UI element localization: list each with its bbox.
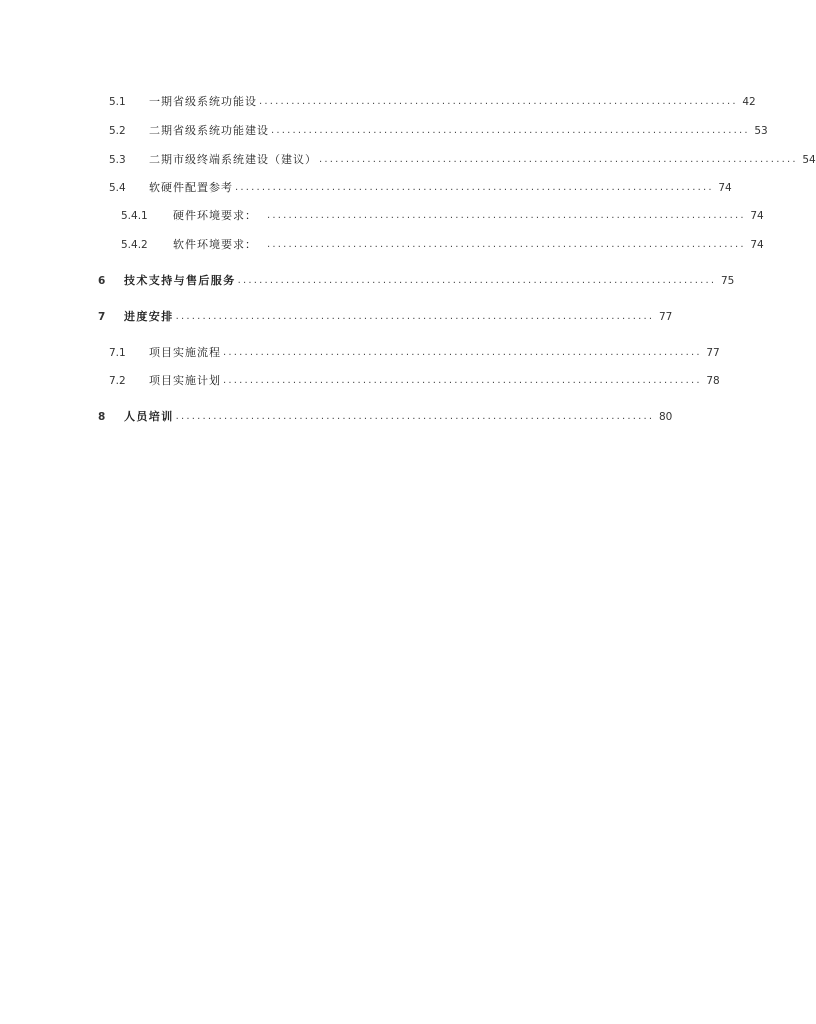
- toc-entry-number: 5.4.2: [121, 239, 148, 251]
- toc-entry-5-1[interactable]: [0, 94, 756, 110]
- toc-entry-number: 7: [98, 311, 106, 323]
- toc-entry-title: 技术支持与售后服务: [124, 274, 236, 287]
- dot-leader: .........................................................................................: [267, 210, 746, 221]
- toc-entry-number: 5.3: [109, 154, 126, 166]
- toc-entry-title: 软件环境要求：: [173, 238, 257, 251]
- toc-entry-title: 进度安排: [124, 310, 174, 323]
- toc-entry-number: 5.4.1: [121, 210, 148, 222]
- toc-entry-page: 75: [720, 275, 735, 287]
- toc-entry-page: 54: [802, 154, 816, 166]
- toc-entry-title: 软硬件配置参考: [149, 181, 233, 194]
- dot-leader: .........................................................................................: [259, 96, 738, 107]
- toc-entry-title: 二期省级系统功能建设: [149, 124, 269, 137]
- toc-entry-title: 一期省级系统功能设: [149, 95, 257, 108]
- toc-entry-number: 5.2: [109, 125, 126, 137]
- toc-entry-7-1[interactable]: [0, 345, 720, 361]
- toc-entry-page: 74: [750, 239, 764, 251]
- toc-entry-5-4-2[interactable]: [0, 237, 764, 253]
- dot-leader: .........................................................................................: [319, 154, 798, 165]
- dot-leader: .........................................................................................: [235, 182, 714, 193]
- toc-entry-5-2[interactable]: [0, 123, 768, 139]
- toc-entry-number: 8: [98, 411, 106, 423]
- toc-entry-page: 78: [706, 375, 720, 387]
- toc-entry-5-4[interactable]: [0, 180, 732, 196]
- toc-entry-page: 80: [658, 411, 673, 423]
- dot-leader: .........................................................................................: [175, 311, 655, 322]
- toc-entry-number: 7.2: [109, 375, 126, 387]
- dot-leader: .........................................................................................: [271, 125, 750, 136]
- toc-entry-number: 5.1: [109, 96, 126, 108]
- toc-entry-number: 7.1: [109, 347, 126, 359]
- toc-entry-8[interactable]: [0, 409, 673, 425]
- dot-leader: .........................................................................................: [223, 347, 702, 358]
- toc-entry-number: 6: [98, 275, 106, 287]
- toc-entry-title: 项目实施计划: [149, 374, 221, 387]
- dot-leader: .........................................................................................: [223, 375, 702, 386]
- toc-entry-page: 74: [718, 182, 732, 194]
- toc-entry-5-3[interactable]: [0, 152, 816, 168]
- toc-entry-title: 二期市级终端系统建设（建议）: [149, 153, 317, 166]
- toc-entry-number: 5.4: [109, 182, 126, 194]
- toc-entry-title: 项目实施流程: [149, 346, 221, 359]
- toc-entry-page: 77: [658, 311, 673, 323]
- toc-entry-5-4-1[interactable]: [0, 208, 764, 224]
- toc-entry-7[interactable]: [0, 309, 673, 325]
- toc-entry-page: 74: [750, 210, 764, 222]
- toc-entry-title: 人员培训: [124, 410, 174, 423]
- toc-entry-7-2[interactable]: [0, 373, 720, 389]
- dot-leader: .........................................................................................: [175, 411, 655, 422]
- dot-leader: .........................................................................................: [267, 239, 746, 250]
- toc-entry-6[interactable]: [0, 273, 735, 289]
- toc-entry-page: 53: [754, 125, 768, 137]
- dot-leader: .........................................................................................: [237, 275, 717, 286]
- toc-entry-title: 硬件环境要求：: [173, 209, 257, 222]
- toc-entry-page: 42: [742, 96, 756, 108]
- toc-entry-page: 77: [706, 347, 720, 359]
